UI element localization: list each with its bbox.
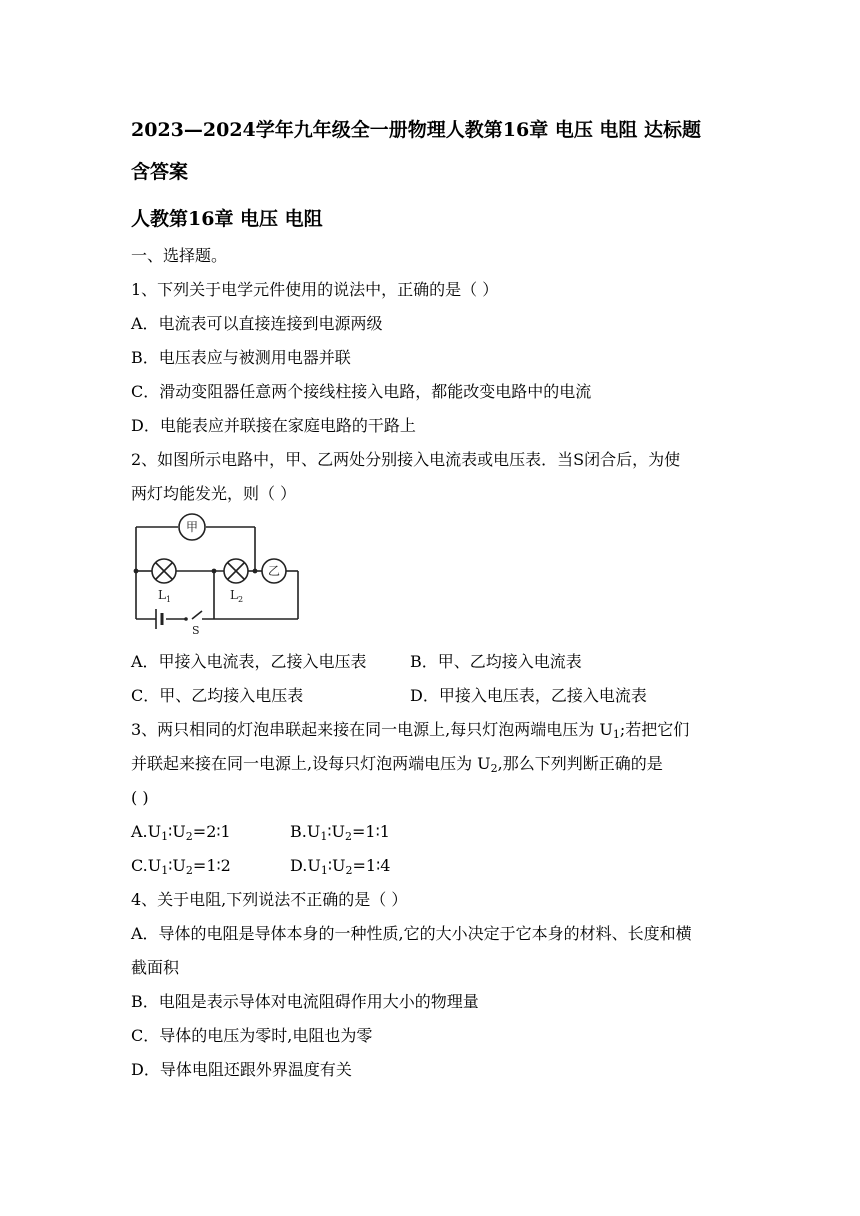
q1-option-c: C．滑动变阻器任意两个接线柱接入电路，都能改变电路中的电流 bbox=[131, 382, 592, 401]
part-heading: 一、选择题。 bbox=[131, 246, 228, 265]
q4-option-c: C．导体的电压为零时,电阻也为零 bbox=[131, 1026, 373, 1045]
q2-stem-line2: 两灯均能发光，则（ ） bbox=[131, 484, 297, 503]
meter-jia-label: 甲 bbox=[185, 520, 199, 534]
lamp-l2-label: $L_2$ bbox=[230, 588, 244, 604]
q3-stem-line1: 3、两只相同的灯泡串联起来接在同一电源上,每只灯泡两端电压为 $U_1$;若把它们 bbox=[131, 720, 690, 741]
q3-option-c: $C.U_1∶U_2=1∶2$ bbox=[131, 856, 231, 877]
q1-option-b: B．电压表应与被测用电器并联 bbox=[131, 348, 351, 367]
q3-stem-line2: 并联起来接在同一电源上,设每只灯泡两端电压为 $U_2$,那么下列判断正确的是 bbox=[131, 754, 663, 775]
q2-option-a: A．甲接入电流表，乙接入电压表 bbox=[131, 652, 367, 671]
q2-stem-line1: 2、如图所示电路中，甲、乙两处分别接入电流表或电压表．当S闭合后，为使 bbox=[131, 450, 681, 469]
q1-stem: 1、下列关于电学元件使用的说法中，正确的是（ ） bbox=[131, 280, 499, 299]
meter-yi-label: 乙 bbox=[267, 564, 281, 578]
document-title-continued: 含答案 bbox=[131, 161, 189, 183]
q3-option-d: $D.U_1∶U_2=1∶4$ bbox=[290, 856, 391, 877]
q4-option-d: D．导体电阻还跟外界温度有关 bbox=[131, 1060, 352, 1079]
q4-stem: 4、关于电阻,下列说法不正确的是（ ） bbox=[131, 890, 408, 909]
q1-option-a: A．电流表可以直接连接到电源两级 bbox=[131, 314, 383, 333]
q2-option-b: B．甲、乙均接入电流表 bbox=[410, 652, 582, 671]
switch-label: S bbox=[192, 624, 200, 637]
q1-option-d: D．电能表应并联接在家庭电路的干路上 bbox=[131, 416, 416, 435]
q4-option-a-line2: 截面积 bbox=[131, 958, 180, 977]
section-heading: 人教第16章 电压 电阻 bbox=[131, 208, 323, 230]
q4-option-a-line1: A．导体的电阻是导体本身的一种性质,它的大小决定于它本身的材料、长度和横 bbox=[131, 924, 692, 943]
q3-stem-line3: ( ) bbox=[131, 788, 149, 807]
q4-option-b: B．电阻是表示导体对电流阻碍作用大小的物理量 bbox=[131, 992, 479, 1011]
circuit-diagram bbox=[128, 513, 304, 637]
q3-option-b: $B.U_1∶U_2=1∶1$ bbox=[290, 822, 390, 843]
document-title: 2023—2024学年九年级全一册物理人教第16章 电压 电阻 达标题 bbox=[131, 119, 702, 141]
q3-option-a: $A.U_1∶U_2=2∶1$ bbox=[131, 822, 231, 843]
lamp-l1-label: $L_1$ bbox=[158, 588, 172, 604]
q2-option-c: C．甲、乙均接入电压表 bbox=[131, 686, 304, 705]
q2-option-d: D．甲接入电压表，乙接入电流表 bbox=[410, 686, 647, 705]
